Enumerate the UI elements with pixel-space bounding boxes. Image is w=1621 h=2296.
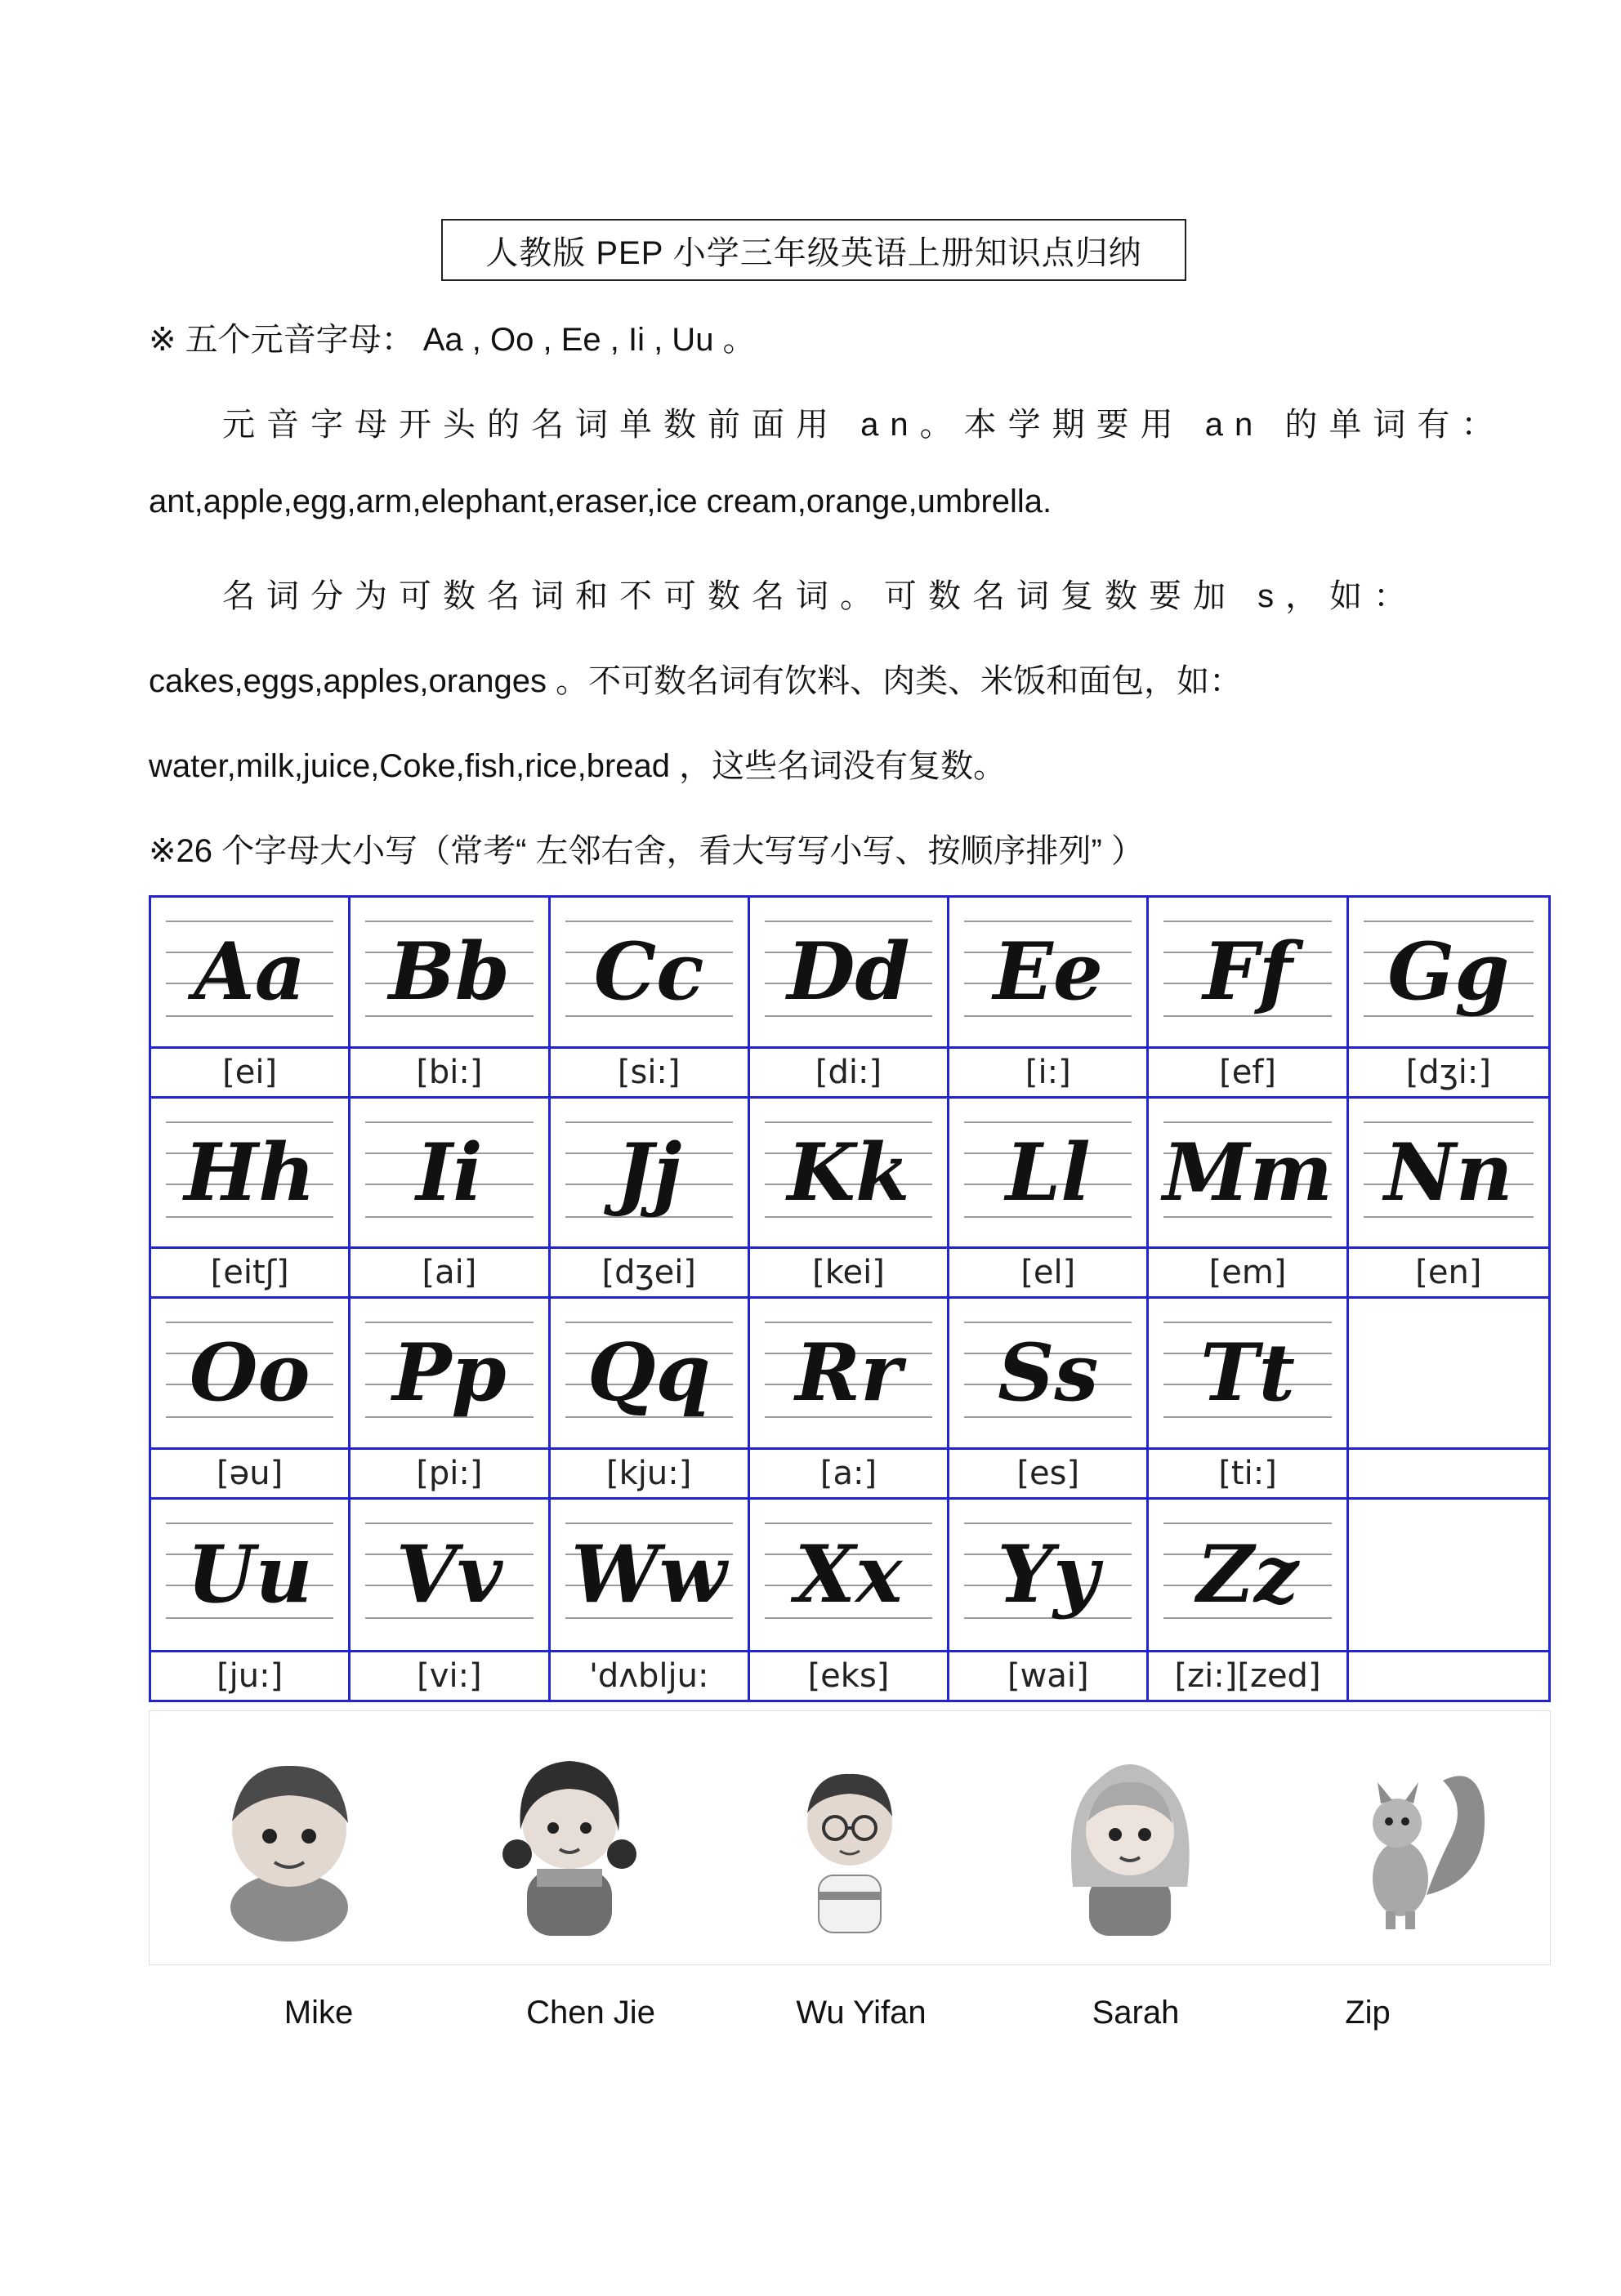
letter-writing-area bbox=[151, 1099, 348, 1247]
letter-cell-ll bbox=[949, 1099, 1149, 1300]
letter-pair: Gg bbox=[1387, 925, 1510, 1019]
vowels-line: ※ 五个元音字母： Aa , Oo , Ee , Ii , Uu 。 bbox=[149, 322, 756, 358]
character-name-wu-yifan: Wu Yifan bbox=[796, 1995, 927, 2031]
letter-cell-nn bbox=[1349, 1099, 1548, 1300]
phonetic-label: 'dʌblju: bbox=[551, 1650, 748, 1700]
phonetic-label bbox=[1349, 1447, 1548, 1497]
letter-cell-ff bbox=[1149, 898, 1348, 1099]
phonetic-label: [dʒi:] bbox=[1349, 1046, 1548, 1096]
character-name-chen-jie: Chen Jie bbox=[526, 1995, 655, 2031]
letter-pair: Yy bbox=[997, 1528, 1099, 1621]
letter-cell-cc bbox=[551, 898, 750, 1099]
letter-pair: Ll bbox=[1005, 1126, 1091, 1219]
letter-cell-oo bbox=[151, 1299, 351, 1500]
alphabet-table bbox=[149, 895, 1551, 1702]
letter-cell-qq bbox=[551, 1299, 750, 1500]
letter-cell-pp bbox=[351, 1299, 550, 1500]
alphabet-heading: ※26 个字母大小写（常考“ 左邻右舍，看大写写小写、按顺序排列” ） bbox=[149, 833, 1144, 869]
letter-writing-area bbox=[551, 1299, 748, 1447]
letter-writing-area bbox=[1349, 898, 1548, 1046]
phonetic-label: [dʒei] bbox=[551, 1246, 748, 1296]
letter-pair: Jj bbox=[616, 1126, 682, 1219]
letter-writing-area bbox=[949, 1299, 1146, 1447]
letter-cell-zz bbox=[1149, 1500, 1348, 1701]
letter-cell-vv bbox=[351, 1500, 550, 1701]
letter-writing-area bbox=[750, 1099, 947, 1247]
letter-writing-area bbox=[551, 1099, 748, 1247]
letter-writing-area bbox=[1149, 1099, 1346, 1247]
letter-writing-area bbox=[1349, 1099, 1548, 1247]
letter-cell-xx bbox=[750, 1500, 949, 1701]
noun-rule-line1: 名词分为可数名词和不可数名词。可数名词复数要加 s，如： bbox=[222, 578, 1418, 614]
letter-pair: Oo bbox=[189, 1326, 310, 1420]
letter-pair: Ss bbox=[998, 1326, 1099, 1420]
letter-pair: Nn bbox=[1384, 1126, 1513, 1219]
page-title: 人教版 PEP 小学三年级英语上册知识点归纳 bbox=[441, 219, 1186, 281]
phonetic-label: [kei] bbox=[750, 1246, 947, 1296]
letter-writing-area bbox=[551, 898, 748, 1046]
letter-writing-area bbox=[949, 1099, 1146, 1247]
letter-cell-hh bbox=[151, 1099, 351, 1300]
letter-pair: Qq bbox=[587, 1326, 711, 1420]
girl-curly-character-icon bbox=[1048, 1732, 1212, 1944]
phonetic-label: [əu] bbox=[151, 1447, 348, 1497]
letter-cell-ss bbox=[949, 1299, 1149, 1500]
phonetic-label: [a:] bbox=[750, 1447, 947, 1497]
letter-writing-area bbox=[1149, 898, 1346, 1046]
phonetic-label: [eitʃ] bbox=[151, 1246, 348, 1296]
character-names bbox=[0, 1995, 1621, 2044]
phonetic-label: [vi:] bbox=[351, 1650, 547, 1700]
letter-pair: Zz bbox=[1196, 1528, 1299, 1621]
letter-pair: Xx bbox=[794, 1528, 903, 1621]
letter-writing-area bbox=[351, 898, 547, 1046]
letter-cell-empty bbox=[1349, 1299, 1548, 1500]
letter-writing-area bbox=[1149, 1500, 1346, 1651]
letter-cell-ww bbox=[551, 1500, 750, 1701]
boy-character-icon bbox=[208, 1732, 371, 1944]
letter-cell-ee bbox=[949, 898, 1149, 1099]
letter-pair: Tt bbox=[1200, 1326, 1295, 1420]
letter-cell-jj bbox=[551, 1099, 750, 1300]
letter-pair: Rr bbox=[795, 1326, 902, 1420]
letter-cell-empty bbox=[1349, 1500, 1548, 1701]
letter-pair: Bb bbox=[388, 925, 511, 1019]
letter-writing-area bbox=[949, 1500, 1146, 1651]
phonetic-label: [el] bbox=[949, 1246, 1146, 1296]
phonetic-label: [ef] bbox=[1149, 1046, 1346, 1096]
phonetic-label: [em] bbox=[1149, 1246, 1346, 1296]
letter-cell-mm bbox=[1149, 1099, 1348, 1300]
letter-pair: Ii bbox=[416, 1126, 483, 1219]
phonetic-label: [ti:] bbox=[1149, 1447, 1346, 1497]
letter-writing-area bbox=[750, 1299, 947, 1447]
an-rule-line2: ant,apple,egg,arm,elephant,eraser,ice cream,orange,umbrella. bbox=[149, 484, 1052, 519]
letter-pair: Hh bbox=[184, 1126, 315, 1219]
letter-pair: Aa bbox=[194, 925, 306, 1019]
letter-writing-area bbox=[1149, 1299, 1346, 1447]
letter-pair: Cc bbox=[593, 925, 704, 1019]
noun-rule-line3: water,milk,juice,Coke,fish,rice,bread ，这些名词没有复数。 bbox=[149, 748, 1007, 784]
phonetic-label: [en] bbox=[1349, 1246, 1548, 1296]
girl-character-icon bbox=[488, 1732, 651, 1944]
boy-glasses-character-icon bbox=[768, 1732, 931, 1944]
letter-pair: Pp bbox=[392, 1326, 507, 1420]
letter-cell-bb bbox=[351, 898, 550, 1099]
letter-cell-aa bbox=[151, 898, 351, 1099]
phonetic-label: [es] bbox=[949, 1447, 1146, 1497]
letter-writing-area bbox=[351, 1099, 547, 1247]
phonetic-label: [eks] bbox=[750, 1650, 947, 1700]
letter-writing-area bbox=[1349, 1500, 1548, 1651]
letter-writing-area bbox=[151, 1299, 348, 1447]
phonetic-label: [wai] bbox=[949, 1650, 1146, 1700]
phonetic-label: [i:] bbox=[949, 1046, 1146, 1096]
phonetic-label: [bi:] bbox=[351, 1046, 547, 1096]
letter-pair: Mm bbox=[1163, 1126, 1333, 1219]
letter-pair: Ee bbox=[993, 925, 1103, 1019]
letter-writing-area bbox=[151, 898, 348, 1046]
letter-cell-uu bbox=[151, 1500, 351, 1701]
letter-cell-dd bbox=[750, 898, 949, 1099]
letter-writing-area bbox=[551, 1500, 748, 1651]
letter-pair: Dd bbox=[787, 925, 910, 1019]
letter-cell-gg bbox=[1349, 898, 1548, 1099]
an-rule-line1: 元音字母开头的名词单数前面用 an。本学期要用 an 的单词有： bbox=[222, 407, 1506, 443]
letter-pair: Ff bbox=[1203, 925, 1293, 1019]
letter-cell-rr bbox=[750, 1299, 949, 1500]
phonetic-label bbox=[1349, 1650, 1548, 1700]
characters-strip bbox=[149, 1710, 1551, 1965]
squirrel-character-icon bbox=[1329, 1732, 1492, 1944]
character-name-mike: Mike bbox=[284, 1995, 354, 2031]
letter-pair: Kk bbox=[787, 1126, 910, 1219]
phonetic-label: [pi:] bbox=[351, 1447, 547, 1497]
phonetic-label: [ju:] bbox=[151, 1650, 348, 1700]
phonetic-label: [ei] bbox=[151, 1046, 348, 1096]
noun-rule-line2: cakes,eggs,apples,oranges 。不可数名词有饮料、肉类、米饭和面包，如： bbox=[149, 663, 1243, 699]
character-name-zip: Zip bbox=[1345, 1995, 1391, 2031]
letter-writing-area bbox=[949, 898, 1146, 1046]
character-name-sarah: Sarah bbox=[1092, 1995, 1180, 2031]
phonetic-label: [zi:][zed] bbox=[1149, 1650, 1346, 1700]
phonetic-label: [kju:] bbox=[551, 1447, 748, 1497]
letter-writing-area bbox=[351, 1299, 547, 1447]
letter-pair: Ww bbox=[570, 1528, 727, 1621]
phonetic-label: [ai] bbox=[351, 1246, 547, 1296]
letter-writing-area bbox=[151, 1500, 348, 1651]
letter-pair: Uu bbox=[186, 1528, 313, 1621]
letter-writing-area bbox=[750, 898, 947, 1046]
letter-cell-tt bbox=[1149, 1299, 1348, 1500]
phonetic-label: [di:] bbox=[750, 1046, 947, 1096]
letter-cell-ii bbox=[351, 1099, 550, 1300]
letter-writing-area bbox=[750, 1500, 947, 1651]
letter-cell-yy bbox=[949, 1500, 1149, 1701]
letter-pair: Vv bbox=[395, 1528, 503, 1621]
letter-cell-kk bbox=[750, 1099, 949, 1300]
phonetic-label: [si:] bbox=[551, 1046, 748, 1096]
letter-writing-area bbox=[351, 1500, 547, 1651]
letter-writing-area bbox=[1349, 1299, 1548, 1447]
